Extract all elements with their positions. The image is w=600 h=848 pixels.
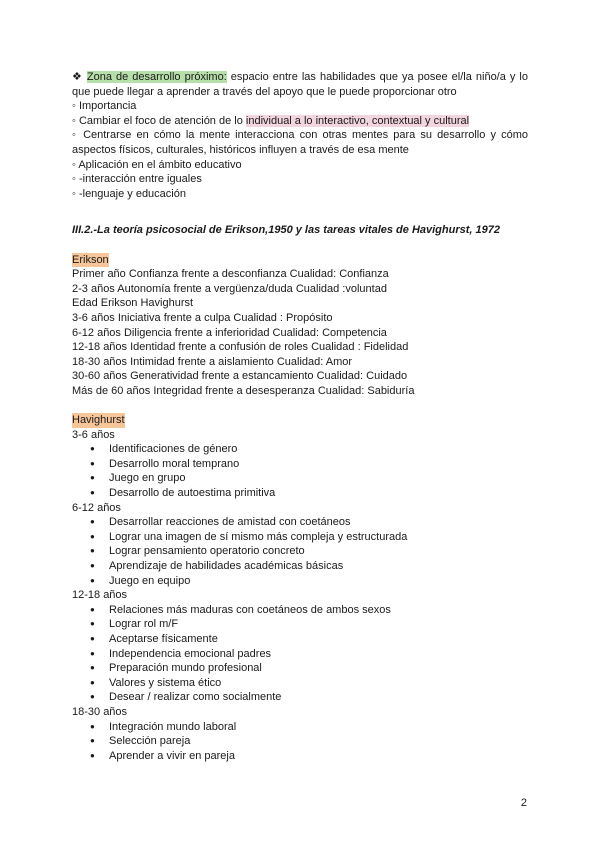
list-item: ● Desarrollar reacciones de amistad con coetáneos <box>72 515 528 530</box>
erikson-line: 3-6 años Iniciativa frente a culpa Cualidad : Propósito <box>72 311 333 324</box>
havighurst-age: 18-30 años <box>72 705 128 718</box>
document-page <box>72 70 528 763</box>
cambiar-highlight: individual a lo interactivo, contextual y cultural <box>245 114 470 127</box>
list-item: ● Desarrollo de autoestima primitiva <box>72 486 528 501</box>
havighurst-task-list <box>72 442 528 500</box>
list-item: ● Valores y sistema ético <box>72 676 528 691</box>
list-item: ● Lograr rol m/F <box>72 617 528 632</box>
diamond-bullet-icon: ❖ <box>72 71 87 83</box>
list-item: ● Lograr una imagen de sí mismo más compleja y estructurada <box>72 530 528 545</box>
erikson-line: Edad Erikson Havighurst <box>72 297 194 310</box>
list-item: ● Desear / realizar como socialmente <box>72 690 528 705</box>
list-item: ● Selección pareja <box>72 734 528 749</box>
aplicacion-line: ◦ Aplicación en el ámbito educativo <box>72 158 242 171</box>
erikson-line: 30-60 años Generatividad frente a estancamiento Cualidad: Cuidado <box>72 370 408 383</box>
erikson-line: 2-3 años Autonomía frente a vergüenza/duda Cualidad :voluntad <box>72 282 387 295</box>
havighurst-task-list <box>72 515 528 588</box>
zona-definition: espacio entre las habilidades que ya posee el/la niño/a y lo que puede llegar a aprender a través del apoyo que le puede proporcionar otro <box>72 71 528 98</box>
cambiar-line <box>72 114 528 129</box>
importancia-line: ◦ Importancia <box>72 100 137 113</box>
list-item: ● Integración mundo laboral <box>72 720 528 735</box>
havighurst-label: Havighurst <box>72 414 125 427</box>
erikson-label: Erikson <box>72 253 109 266</box>
list-item: ● Lograr pensamiento operatorio concreto <box>72 544 528 559</box>
list-item: ● Juego en equipo <box>72 574 528 589</box>
erikson-line: 12-18 años Identidad frente a confusión de roles Cualidad : Fidelidad <box>72 341 409 354</box>
zona-paragraph <box>72 70 528 99</box>
havighurst-age: 6-12 años <box>72 501 121 514</box>
erikson-line: 6-12 años Diligencia frente a inferioridad Cualidad: Competencia <box>72 326 387 339</box>
list-item: ● Identificaciones de género <box>72 442 528 457</box>
erikson-line: Más de 60 años Integridad frente a desesperanza Cualidad: Sabiduría <box>72 384 415 397</box>
page-number: 2 <box>520 797 527 809</box>
list-item: ● Juego en grupo <box>72 471 528 486</box>
erikson-line: Primer año Confianza frente a desconfianza Cualidad: Confianza <box>72 268 389 281</box>
section-heading: III.2.-La teoría psicosocial de Erikson,1950 y las tareas vitales de Havighurst, 1972 <box>72 224 500 237</box>
list-item: ● Aceptarse físicamente <box>72 632 528 647</box>
havighurst-tasks <box>72 428 528 764</box>
interaccion-line: ◦ -interacción entre iguales <box>72 173 202 186</box>
cambiar-text: ◦ Cambiar el foco de atención de lo <box>72 114 246 127</box>
havighurst-task-list <box>72 720 528 764</box>
erikson-line: 18-30 años Intimidad frente a aislamiento Cualidad: Amor <box>72 355 353 368</box>
list-item: ● Desarrollo moral temprano <box>72 457 528 472</box>
havighurst-task-list <box>72 603 528 705</box>
list-item: ● Preparación mundo profesional <box>72 661 528 676</box>
havighurst-age: 12-18 años <box>72 589 128 602</box>
havighurst-age: 3-6 años <box>72 428 115 441</box>
centrarse-paragraph: ◦ Centrarse en cómo la mente interacciona con otras mentes para su desarrollo y cómo aspectos físicos, culturales, históricos influyen a través de esa mente <box>72 129 528 156</box>
erikson-stages <box>72 267 528 398</box>
list-item: ● Relaciones más maduras con coetáneos de ambos sexos <box>72 603 528 618</box>
zona-term: Zona de desarrollo próximo: <box>86 71 227 83</box>
lenguaje-line: ◦ -lenguaje y educación <box>72 187 186 200</box>
list-item: ● Aprendizaje de habilidades académicas básicas <box>72 559 528 574</box>
list-item: ● Independencia emocional padres <box>72 647 528 662</box>
list-item: ● Aprender a vivir en pareja <box>72 749 528 764</box>
